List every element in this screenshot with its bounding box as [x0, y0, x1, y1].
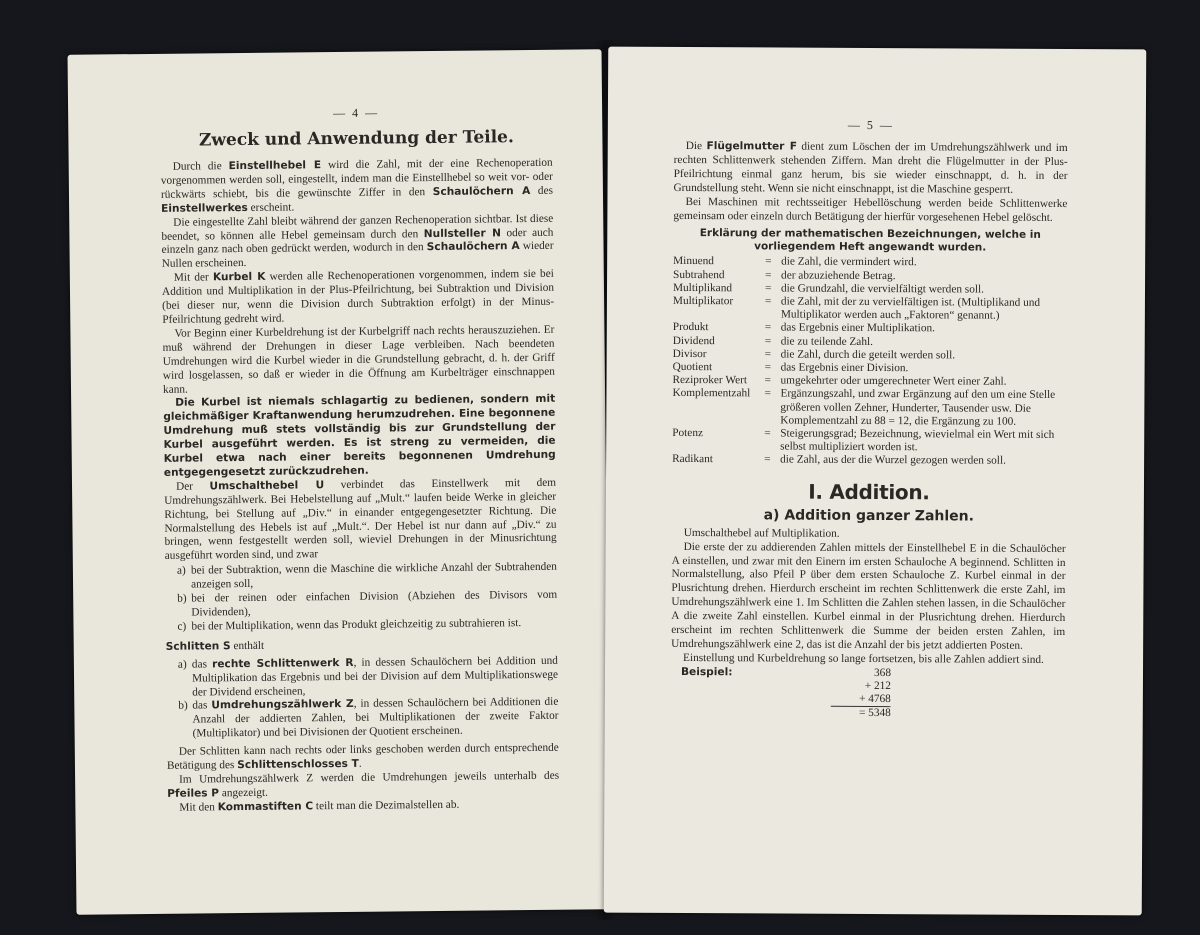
list-item: c) bei der Multiplikation, wenn das Produkt gleichzeitig zu subtrahieren ist. [177, 617, 522, 633]
paragraph-pfeil: Im Umdrehungszählwerk Z werden die Umdrehungen jeweils unterhalb des Pfeiles P angezeigt. [167, 769, 560, 800]
paragraph-addition-steps: Die erste der zu addierenden Zahlen mittels der Einstellhebel E in die Schaulöcher A einstellen, und zwar mit den Einern im ersten Schauloche A beginnend. Schlitten in Normalstellung, also Pfeil P über dem ersten Schauloche Z. Kurbel einmal in der Plusrichtung drehen. Hierdurch erscheint im rechten Schlittenwerk die erste Zahl, im Umdrehungszählwerk eine 1. Im Schlitten die Zahlen stehen lassen, in die Schaulöcher A die zweite Zahl einstellen. Kurbel einmal in der Plusrichtung drehen. Hierdurch erscheint im rechten Schlittenwerk die Summe der beiden ersten Zahlen, im Umdrehungszählwerk eine 2, das ist die Anzahl der bis jetzt addierten Posten. [671, 540, 1066, 652]
schlitten-heading: Schlitten S enthält [165, 639, 265, 653]
table-row: Komplementzahl = Ergänzungszahl, und zwar Ergänzung auf den um eine Stelle größeren vollen Zehner, Hunderter, Tausender usw. Die Komplementzahl zu 88 = 12, die Ergänzung zu 100. [672, 387, 1056, 428]
paragraph-kurbelgriff: Vor Beginn einer Kurbeldrehung ist der Kurbelgriff nach rechts herauszuziehen. Er muß während der Drehungen in dieser Lage verbleiben. Nach beendeten Umdrehungen wird die Kurbel wieder in die Grundstellung gebracht, d. h. der Griff wird losgelassen, so daß er wieder in die Öffnung am Kurbelträger einschnappen kann. [162, 323, 555, 396]
table-row: Divisor = die Zahl, durch die geteilt werden soll. [672, 347, 956, 362]
paragraph-warning: Die Kurbel ist niemals schlagartig zu bedienen, sondern mit gleichmäßiger Kraftanwendung herumzudrehen. Eine begonnene Umdrehung muß stets vollständig bis zur Grundstellung der Kurbel ausgeführt werden. Es ist streng zu vermeiden, die Kurbel etwa nach einer bereits begonnenen Umdrehung entgegengesetzt zurückzudrehen. [163, 393, 556, 479]
table-row: Multiplikator = die Zahl, mit der zu vervielfältigen ist. (Multiplikand und Multiplikator werden auch „Faktoren“ genannt.) [672, 294, 1041, 322]
section-title: I. Addition. [808, 479, 930, 504]
table-row: Dividend = die zu teilende Zahl. [672, 334, 873, 348]
paragraph-fluegelmutter: Die Flügelmutter F dient zum Löschen der im Umdrehungszählwerk und im rechten Schlittenwerk stehenden Ziffern. Man dreht die Flügelmutter in der Plus-Pfeilrichtung einmal ganz herum, bis sie wieder einschnappt, d. h. in der Grundstellung steht. Wenn sie nicht einschnappt, ist die Maschine gesperrt. [673, 140, 1068, 196]
table-row: Subtrahend = der abzuziehende Betrag. [673, 268, 896, 282]
table-row: Quotient = das Ergebnis einer Division. [672, 361, 909, 375]
paragraph-umschalthebel: Der Umschalthebel U verbindet das Einstellwerk mit dem Umdrehungszählwerk. Bei Hebelstellung auf „Mult.“ laufen beide Werke in gleicher Richtung, bei Stellung auf „Div.“ in einander entgegengesetzter Richtung. Die Normalstellung des Hebels ist auf „Mult.“. Der Hebel ist nur dann auf „Div.“ zu bringen, wenn festgestellt werden soll, wieviel Drehungen in der Minusrichtung ausgeführt worden sind, und zwar [164, 476, 557, 563]
right-page-content [671, 117, 1068, 738]
paragraph-kurbel: Mit der Kurbel K werden alle Rechenoperationen vorgenommen, indem sie bei Addition und Multiplikation in der Plus-Pfeilrichtung, bei Subtraktion und Division (bei dieser nur, wenn die Division durch Subtraktion erfolgt) in der Minus-Pfeilrichtung gedreht wird. [161, 267, 555, 326]
paragraph-umschalthebel-mult: Umschalthebel auf Multiplikation. [683, 526, 840, 540]
example-sum: 368 + 212 + 4768 = 5348 [831, 667, 891, 720]
glossary-table [672, 255, 1067, 468]
list-item: a) das rechte Schlittenwerk R, in dessen Schaulöchern bei Addition und Multiplikation das Ergebnis und bei der Division auf dem Multiplikationswege der Dividend erscheinen, [177, 654, 559, 699]
paragraph-kommastifte: Mit den Kommastiften C teilt man die Dezimalstellen ab. [179, 798, 460, 814]
page-title: Zweck und Anwendung der Teile. [198, 127, 514, 151]
left-page [68, 49, 611, 915]
table-row: Multiplikand = die Grundzahl, die vervielfältigt werden soll. [672, 281, 985, 296]
list-schlitten [166, 654, 559, 742]
list-item: b) bei der reinen oder einfachen Division (Abziehen des Divisors vom Dividenden), [177, 588, 558, 619]
right-page [604, 47, 1147, 916]
table-row: Produkt = das Ergebnis einer Multiplikation. [672, 321, 936, 335]
glossary-title: Erklärung der mathematischen Bezeichnungen, welche in vorliegendem Heft angewandt wurden. [699, 227, 1041, 255]
table-row: Potenz = Steigerungsgrad; Bezeichnung, wievielmal ein Wert mit sich selbst multipliziert worden ist. [672, 427, 1055, 454]
table-row: Minuend = die Zahl, die vermindert wird. [673, 255, 917, 269]
table-row: Radikant = die Zahl, aus der die Wurzel gezogen werden soll. [672, 453, 1006, 468]
table-row: Reziproker Wert = umgekehrter oder umgerechneter Wert einer Zahl. [672, 374, 1007, 388]
page-number-left: — 4 — [333, 105, 380, 121]
paragraph-hebelloeschung: Bei Maschinen mit rechtsseitiger Hebellöschung werden beide Schlittenwerke gemeinsam oder einzeln durch Betätigung der hierfür vorgesehenen Hebel gelöscht. [673, 195, 1068, 224]
paragraph-fortsetzen: Einstellung und Kurbeldrehung so lange fortsetzen, bis alle Zahlen addiert sind. [683, 651, 1044, 666]
list-umschalthebel [165, 561, 558, 635]
paragraph-schlittenschloss: Der Schlitten kann nach rechts oder links geschoben werden durch entsprechende Betätigung des Schlittenschlosses T. [166, 741, 559, 772]
example-label: Beispiel: [680, 665, 733, 679]
paragraph-einstellhebel: Durch die Einstellhebel E wird die Zahl, mit der eine Rechenoperation vorgenommen werden soll, eingestellt, indem man die Einstellhebel so weit vor- oder rückwärts schiebt, bis die gewünschte Ziffer in den Schaulöchern A des Einstellwerkes erscheint. [160, 156, 554, 215]
subsection-title: a) Addition ganzer Zahlen. [763, 507, 975, 525]
paragraph-nullsteller: Die eingestellte Zahl bleibt während der ganzen Rechenoperation sichtbar. Ist diese beendet, so können alle Hebel gemeinsam durch den Nullsteller N oder auch einzeln ganz nach oben gedrückt werden, wodurch in den Schaulöchern A wieder Nullen erscheinen. [161, 212, 554, 271]
page-number-right: — 5 — [847, 117, 894, 133]
example-block [671, 666, 1065, 738]
list-item: b) das Umdrehungszählwerk Z, in dessen Schaulöchern bei Additionen die Anzahl der addierten Zahlen, bei Multiplikationen der zweite Faktor (Multiplikator) und bei Divisionen der Quotient erscheinen. [178, 696, 559, 740]
left-page-content [160, 104, 559, 816]
list-item: a) bei der Subtraktion, wenn die Maschine die wirkliche Anzahl der Subtrahenden anzeigen soll, [176, 561, 557, 591]
